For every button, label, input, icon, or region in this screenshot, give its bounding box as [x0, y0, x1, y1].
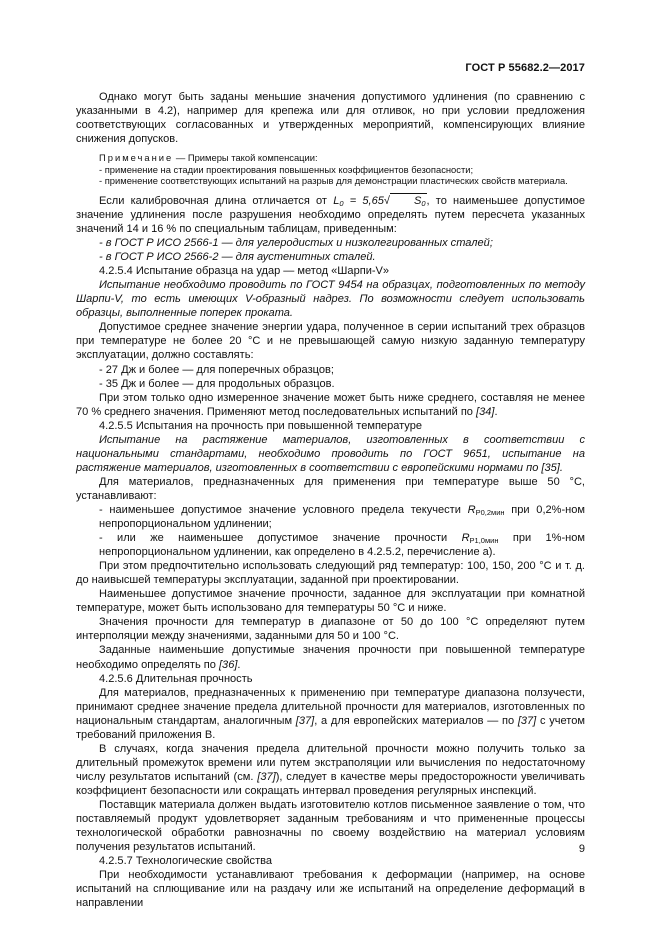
paragraph: При этом предпочтительно использовать следующий ряд температур: 100, 150, 200 °С и т. д. до наивысшей температуры эксплуатации, заданной при проектировании. [76, 560, 585, 587]
paragraph: Значения прочности для температур в диапазоне от 50 до 100 °С определяют путем интерполяции между значениями, заданными для 50 и 100 °С. [76, 616, 585, 643]
paragraph: Для материалов, предназначенных к применению при температуре диапазона ползучести, принимают среднее значение предела длительной прочности для материалов, изготовленных по национальным стандартам, аналогичным [37], а для европейских материалов — по [37] с учетом требований приложения В. [76, 686, 585, 741]
reference: [37] [295, 714, 315, 727]
reference: [37] [257, 770, 276, 783]
section-heading: 4.2.5.4 Испытание образца на удар — метод «Шарпи-V» [99, 265, 390, 278]
paragraph: Поставщик материала должен выдать изготовителю котлов письменное заявление о том, что поставляемый продукт удовлетворяет заданным требованиям и что примененные процессы технологической обработки равнозначны по своему воздействию на материал условиям получения результатов испытаний. [76, 798, 585, 854]
note-item: - применение соответствующих испытаний на разрыв для демонстрации пластических свойств материала. [99, 175, 568, 187]
reference: [37] [517, 714, 537, 727]
paragraph: Для материалов, предназначенных для применения при температуре выше 50 °С, устанавливают: [76, 475, 585, 502]
paragraph: При этом только одно измеренное значение может быть ниже среднего, составляя не менее 70 % среднего значения. Применяют метод последовательных испытаний по [34]. [76, 391, 585, 418]
reference: [35] [541, 461, 560, 474]
paragraph: Если калибровочная длина отличается от $L_0 = 5,65√$ $S_0$, то наименьшее допустимое значение удлинения после разрушения необходимо определять путем пересчета указанных значений 14 и 16 % по специальным таблицам, приведенным: [76, 194, 586, 236]
paragraph: Испытание на растяжение материалов, изготовленных в соответствии с национальными стандартами, необходимо проводить по ГОСТ 9651, испытание на растяжение материалов, изготовленных в соответствии с европейскими нормами по [35]. [76, 433, 585, 474]
note-item: - применение на стадии проектирования повышенных коэффициентов безопасности; [99, 163, 474, 175]
sqrt-symbol: $S_0$ [390, 193, 427, 208]
paragraph: В случаях, когда значения предела длительной прочности можно получить только за длительный промежуток времени или путем экстраполяции или вычисления по недостаточному числу результатов испытаний (см. [37]), следует в качестве меры предосторожности увеличивать коэффициент безопасности или сокращать интервал проведения регулярных инспекций. [76, 742, 585, 797]
paragraph: Заданные наименьшие допустимые значения прочности при повышенной температуре необходимо определять по [36]. [76, 644, 585, 671]
list-item: - 35 Дж и более — для продольных образцов. [99, 377, 335, 390]
list-item: - или же наименьшее допустимое значение прочности $R_{P1,0мин}$ при 1%-ном непропорциональном удлинении, как определено в 4.2.5.2, перечисление а). [99, 532, 585, 559]
section-heading: 4.2.5.7 Технологические свойства [99, 855, 273, 868]
note-label: Примечание [99, 152, 174, 164]
section-heading: 4.2.5.5 Испытания на прочность при повышенной температуре [99, 419, 422, 432]
reference: [34] [476, 405, 495, 418]
document-header: ГОСТ Р 55682.2—2017 [465, 62, 585, 74]
list-item: - наименьшее допустимое значение условного предела текучести $R_{P0,2мин}$ при 0,2%-ном непропорциональном удлинении; [99, 504, 585, 531]
formula: $L_0 = 5,65√$ $S_0$ [333, 194, 426, 208]
section-heading: 4.2.5.6 Длительная прочность [99, 672, 253, 685]
paragraph: Допустимое среднее значение энергии удара, полученное в серии испытаний трех образцов при температуре не более 20 °С и не превышающей самую низкую заданную температуру эксплуатации, должно составлять: [76, 321, 585, 362]
page-number: 9 [578, 843, 585, 855]
reference: [36] [218, 658, 238, 671]
list-item: - в ГОСТ Р ИСО 2566-2 — для аустенитных сталей. [99, 251, 376, 264]
list-item: - в ГОСТ Р ИСО 2566-1 — для углеродистых и низколегированных сталей; [99, 237, 493, 250]
paragraph: Наименьшее допустимое значение прочности, заданное для эксплуатации при комнатной температуре, может быть использовано для температуры 50 °С и ниже. [76, 588, 585, 615]
page-body [76, 90, 585, 910]
list-item: - 27 Дж и более — для поперечных образцов; [99, 363, 334, 376]
paragraph: Однако могут быть заданы меньшие значения допустимого удлинения (по сравнению с указанными в 4.2), например для крепежа или для отливок, но при условии предложения соответствующих согласованных и утвержденных мероприятий, компенсирующих влияние снижения допусков. [76, 91, 585, 146]
note-intro: Примечание — Примеры такой компенсации: [99, 152, 318, 164]
note-block [76, 152, 585, 187]
paragraph: Испытание необходимо проводить по ГОСТ 9454 на образцах, подготовленных по методу Шарпи-V, то есть имеющих V-образный надрез. По возможности следует использовать образцы, выполненные поперек проката. [76, 279, 585, 320]
paragraph: При необходимости устанавливают требования к деформации (например, на основе испытаний на сплющивание или на раздачу или же испытаний на определение деформаций в направлении [76, 869, 585, 910]
